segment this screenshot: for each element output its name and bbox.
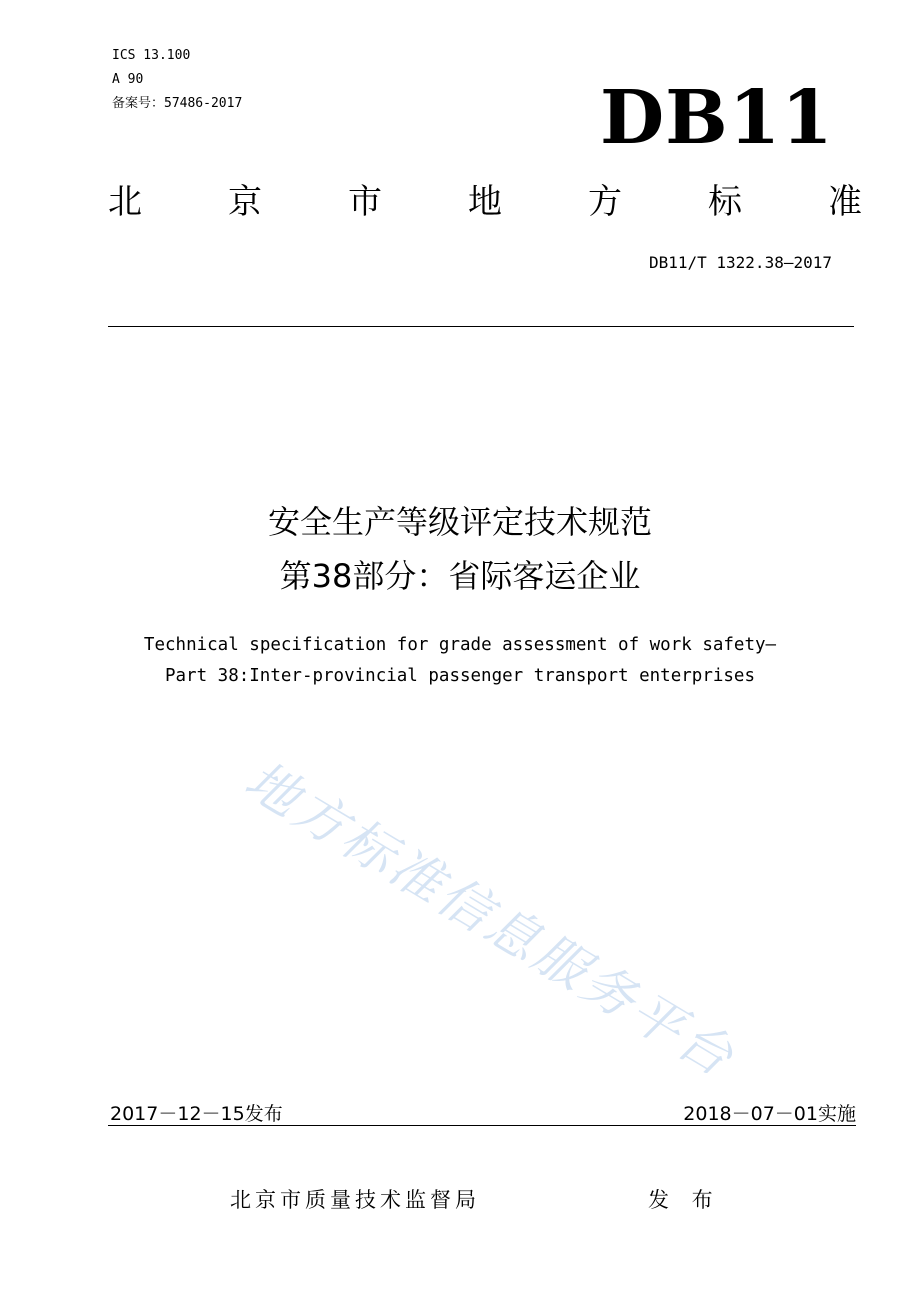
issue-date: 2017－12－15发布 — [110, 1103, 283, 1125]
issue-label: 发 布 — [648, 1188, 721, 1212]
record-number: 备案号：57486-2017 — [112, 96, 243, 111]
issuing-authority: 北京市质量技术监督局 — [230, 1188, 480, 1212]
title-cn-line2: 第38部分：省际客运企业 — [279, 557, 641, 595]
standard-number: DB11/T 1322.38—2017 — [648, 253, 832, 272]
standard-type-char: 准 — [828, 182, 862, 222]
standard-type-char: 京 — [228, 182, 262, 222]
ics-code: ICS 13.100 — [112, 48, 191, 63]
implementation-date: 2018－07－01实施 — [683, 1103, 856, 1125]
standard-type — [108, 180, 862, 224]
top-divider — [108, 326, 854, 327]
db11-logo: DB11 — [600, 75, 834, 161]
bottom-divider — [108, 1125, 856, 1126]
standard-type-char: 方 — [588, 182, 622, 222]
title-en-line2: Part 38:Inter-provincial passenger transport enterprises — [164, 666, 755, 686]
watermark: 地方标准信息服务平台 — [234, 750, 746, 1090]
title-en-line1: Technical specification for grade assessment of work safety— — [143, 635, 777, 655]
classification-code: A 90 — [112, 72, 144, 87]
standard-type-char: 市 — [348, 182, 382, 222]
standard-type-char: 北 — [108, 182, 142, 222]
standard-type-char: 地 — [468, 182, 502, 222]
standard-type-char: 标 — [708, 182, 742, 222]
title-cn-line1: 安全生产等级评定技术规范 — [267, 503, 652, 541]
